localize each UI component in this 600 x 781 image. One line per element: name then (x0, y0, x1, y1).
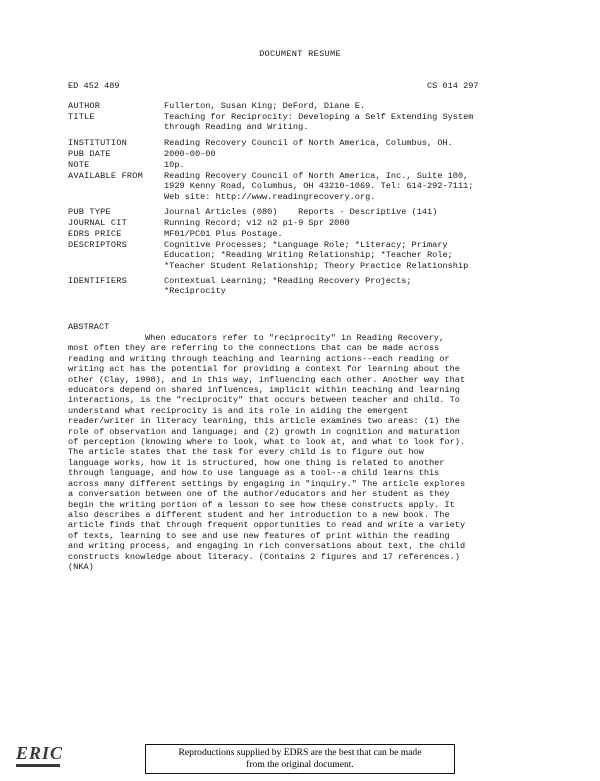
field-line: Reading Recovery Council of North America, Columbus, OH. (164, 138, 453, 148)
field-line: *Reciprocity (164, 286, 226, 297)
abstract-body (68, 333, 538, 572)
reproduction-notice (145, 744, 455, 774)
field-line: Teaching for Reciprocity: Developing a Self Extending System (164, 112, 474, 122)
abstract-line: of perception (knowing where to look, what to look at, and what to look for). (68, 437, 466, 448)
field-value (164, 138, 564, 148)
field-value (164, 171, 564, 202)
field-label: AVAILABLE FROM (68, 171, 143, 181)
field-line: Fullerton, Susan King; DeFord, Diane E. (164, 101, 366, 111)
field-line: 10p. (164, 160, 185, 170)
abstract-line: of texts, learning to see and use new features of print within the reading (68, 530, 450, 541)
abstract-line: reader/writer in literacy learning, this article examines two areas: (1) the (68, 416, 460, 427)
field-value (164, 112, 564, 133)
field-value (164, 160, 564, 170)
eric-logo-text: ERIC (16, 743, 64, 763)
field-line: Cognitive Processes; *Language Role; *Literacy; Primary (164, 240, 448, 250)
field-line: *Teacher Student Relationship; Theory Practice Relationship (164, 260, 469, 271)
abstract-line: understand what reciprocity is and its role in aiding the emergent (68, 405, 409, 416)
field-line: Education; *Reading Writing Relationship; *Teacher Role; (164, 250, 453, 261)
field-label: EDRS PRICE (68, 229, 122, 239)
abstract-line: constructs knowledge about literacy. (Contains 2 figures and 17 references.) (68, 551, 460, 562)
field-line: Running Record; v12 n2 p1-9 Spr 2000 (164, 218, 350, 228)
field-line: Contextual Learning; *Reading Recovery Projects; (164, 276, 412, 286)
field-value (164, 276, 564, 297)
field-label: PUB DATE (68, 149, 111, 159)
eric-logo (16, 745, 64, 769)
field-label: JOURNAL CIT (68, 218, 127, 228)
abstract-line: writing act has the potential for providing a context for learning about the (68, 364, 460, 375)
field-label: DESCRIPTORS (68, 240, 127, 250)
ed-number: ED 452 489 (68, 81, 120, 91)
abstract-line: (NKA) (68, 561, 94, 572)
field-value (164, 149, 564, 159)
field-value (164, 240, 564, 271)
field-value (164, 207, 564, 217)
field-value (164, 101, 564, 111)
abstract-line: also describes a different student and her introduction to a new book. The (68, 509, 450, 520)
abstract-line: begin the writing portion of a lesson to see how these constructs apply. It (68, 499, 455, 510)
abstract-line: language works, how it is structured, how one thing is related to another (68, 457, 445, 468)
cs-number: CS 014 297 (427, 81, 479, 91)
field-value (164, 218, 564, 228)
reproduction-notice-line: Reproductions supplied by EDRS are the best that can be made (178, 747, 422, 758)
abstract-line: a conversation between one of the author/educators and her student as they (68, 489, 450, 500)
field-line: through Reading and Writing. (164, 122, 309, 133)
field-value (164, 229, 564, 239)
abstract-line: and writing process, and engaging in rich conversations about text, the child (68, 541, 466, 552)
abstract-line: most often they are referring to the connections that can be made across (68, 343, 440, 354)
abstract-line: reading and writing through teaching and learning actions--each reading or (68, 353, 450, 364)
field-line: Reading Recovery Council of North America, Inc., Suite 100, (164, 171, 469, 181)
field-label: PUB TYPE (68, 207, 111, 217)
field-label: AUTHOR (68, 101, 101, 111)
eric-logo-bar (16, 764, 60, 767)
abstract-line: interactions, is the "reciprocity" that occurs between teacher and child. To (68, 395, 460, 406)
field-line: Web site: http://www.readingrecovery.org. (164, 191, 376, 202)
abstract-heading: ABSTRACT (68, 322, 110, 332)
abstract-line: educators depend on shared influences, implicit within teaching and learning (68, 385, 460, 396)
abstract-line: other (Clay, 1998), and in this way, influencing each other. Another way that (68, 374, 466, 385)
field-line: MF01/PC01 Plus Postage. (164, 229, 283, 239)
document-title: DOCUMENT RESUME (259, 49, 341, 59)
abstract-line: article finds that through frequent opportunities to read and write a variety (68, 520, 466, 531)
field-label: INSTITUTION (68, 138, 127, 148)
field-line: 1929 Kenny Road, Columbus, OH 43210-1069. Tel: 614-292-7111; (164, 181, 474, 192)
reproduction-notice-line: from the original document. (246, 759, 354, 770)
field-label: TITLE (68, 112, 95, 122)
abstract-line: across many different settings by engaging in "inquiry." The article explores (68, 478, 466, 489)
field-label: NOTE (68, 160, 90, 170)
field-line: 2000-00-00 (164, 149, 216, 159)
abstract-line: through language, and how to use language as a tool--a child learns this (68, 468, 440, 479)
abstract-line: The article states that the task for every child is to figure out how (68, 447, 424, 458)
abstract-line: role of observation and language; and (2) growth in cognition and maturation (68, 426, 460, 437)
field-label: IDENTIFIERS (68, 276, 127, 286)
abstract-line: When educators refer to "reciprocity" in Reading Recovery, (145, 333, 445, 343)
field-line: Journal Articles (080) Reports - Descriptive (141) (164, 207, 438, 217)
